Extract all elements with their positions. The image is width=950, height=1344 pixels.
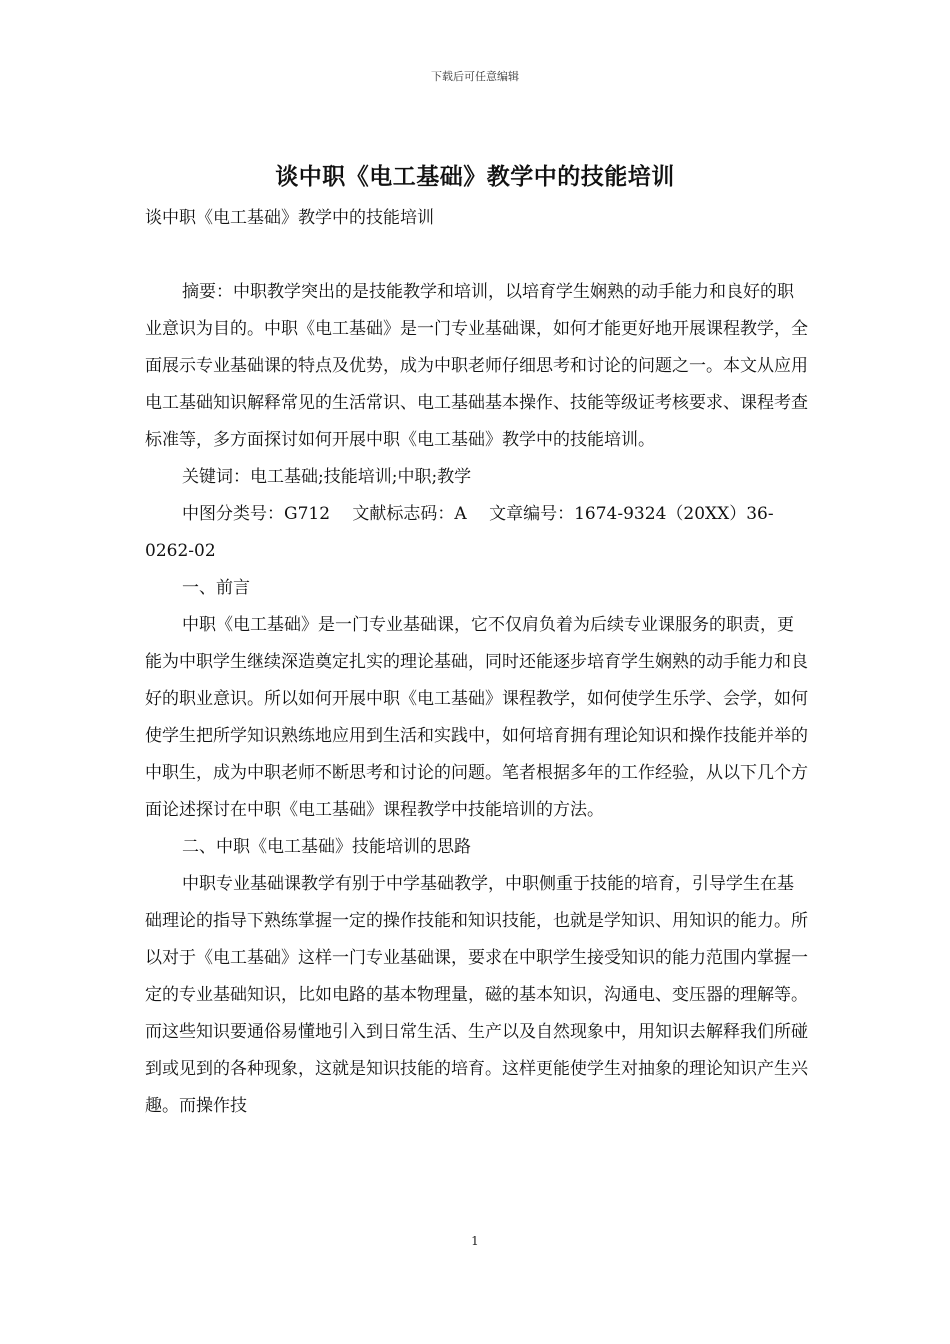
section-heading-1: 一、前言	[182, 578, 250, 598]
keywords-line: 关键词：电工基础;技能培训;中职;教学	[182, 467, 472, 487]
section-paragraph-2: 中职专业基础课教学有别于中学基础教学，中职侧重于技能的培育，引导学生在基础理论的指导下熟练掌握一定的操作技能和知识技能，也就是学知识、用知识的能力。所以对于《电工基础》这样一门专业基础课，要求在中职学生接受知识的能力范围内掌握一定的专业基础知识，比如电路的基本物理量，磁的基本知识，沟通电、变压器的理解等。而这些知识要通俗易懂地引入到日常生活、生产以及自然现象中，用知识去解释我们所碰到或见到的各种现象，这就是知识技能的培育。这样更能使学生对抽象的理论知识产生兴趣。而操作技	[145, 874, 808, 1116]
document-title: 谈中职《电工基础》教学中的技能培训	[275, 163, 675, 190]
abstract-paragraph: 摘要：中职教学突出的是技能教学和培训，以培育学生娴熟的动手能力和良好的职业意识为目的。中职《电工基础》是一门专业基础课，如何才能更好地开展课程教学，全面展示专业基础课的特点及优势，成为中职老师仔细思考和讨论的问题之一。本文从应用电工基础知识解释常见的生活常识、电工基础基本操作、技能等级证考核要求、课程考查标准等，多方面探讨如何开展中职《电工基础》教学中的技能培训。	[145, 282, 808, 450]
document-body	[145, 200, 810, 1125]
section-paragraph-1: 中职《电工基础》是一门专业基础课，它不仅肩负着为后续专业课服务的职责，更能为中职学生继续深造奠定扎实的理论基础，同时还能逐步培育学生娴熟的动手能力和良好的职业意识。所以如何开展中职《电工基础》课程教学，如何使学生乐学、会学，如何使学生把所学知识熟练地应用到生活和实践中，如何培育拥有理论知识和操作技能并举的中职生，成为中职老师不断思考和讨论的问题。笔者根据多年的工作经验，从以下几个方面论述探讨在中职《电工基础》课程教学中技能培训的方法。	[145, 615, 808, 820]
page-number: 1	[471, 1234, 479, 1248]
header-note: 下载后可任意编辑	[431, 70, 519, 83]
classification-line: 中图分类号：G712 文献标志码：A 文章编号：1674-9324（20XX）36-0262-02	[145, 504, 774, 561]
section-heading-2: 二、中职《电工基础》技能培训的思路	[182, 837, 471, 857]
document-subtitle: 谈中职《电工基础》教学中的技能培训	[145, 208, 434, 228]
